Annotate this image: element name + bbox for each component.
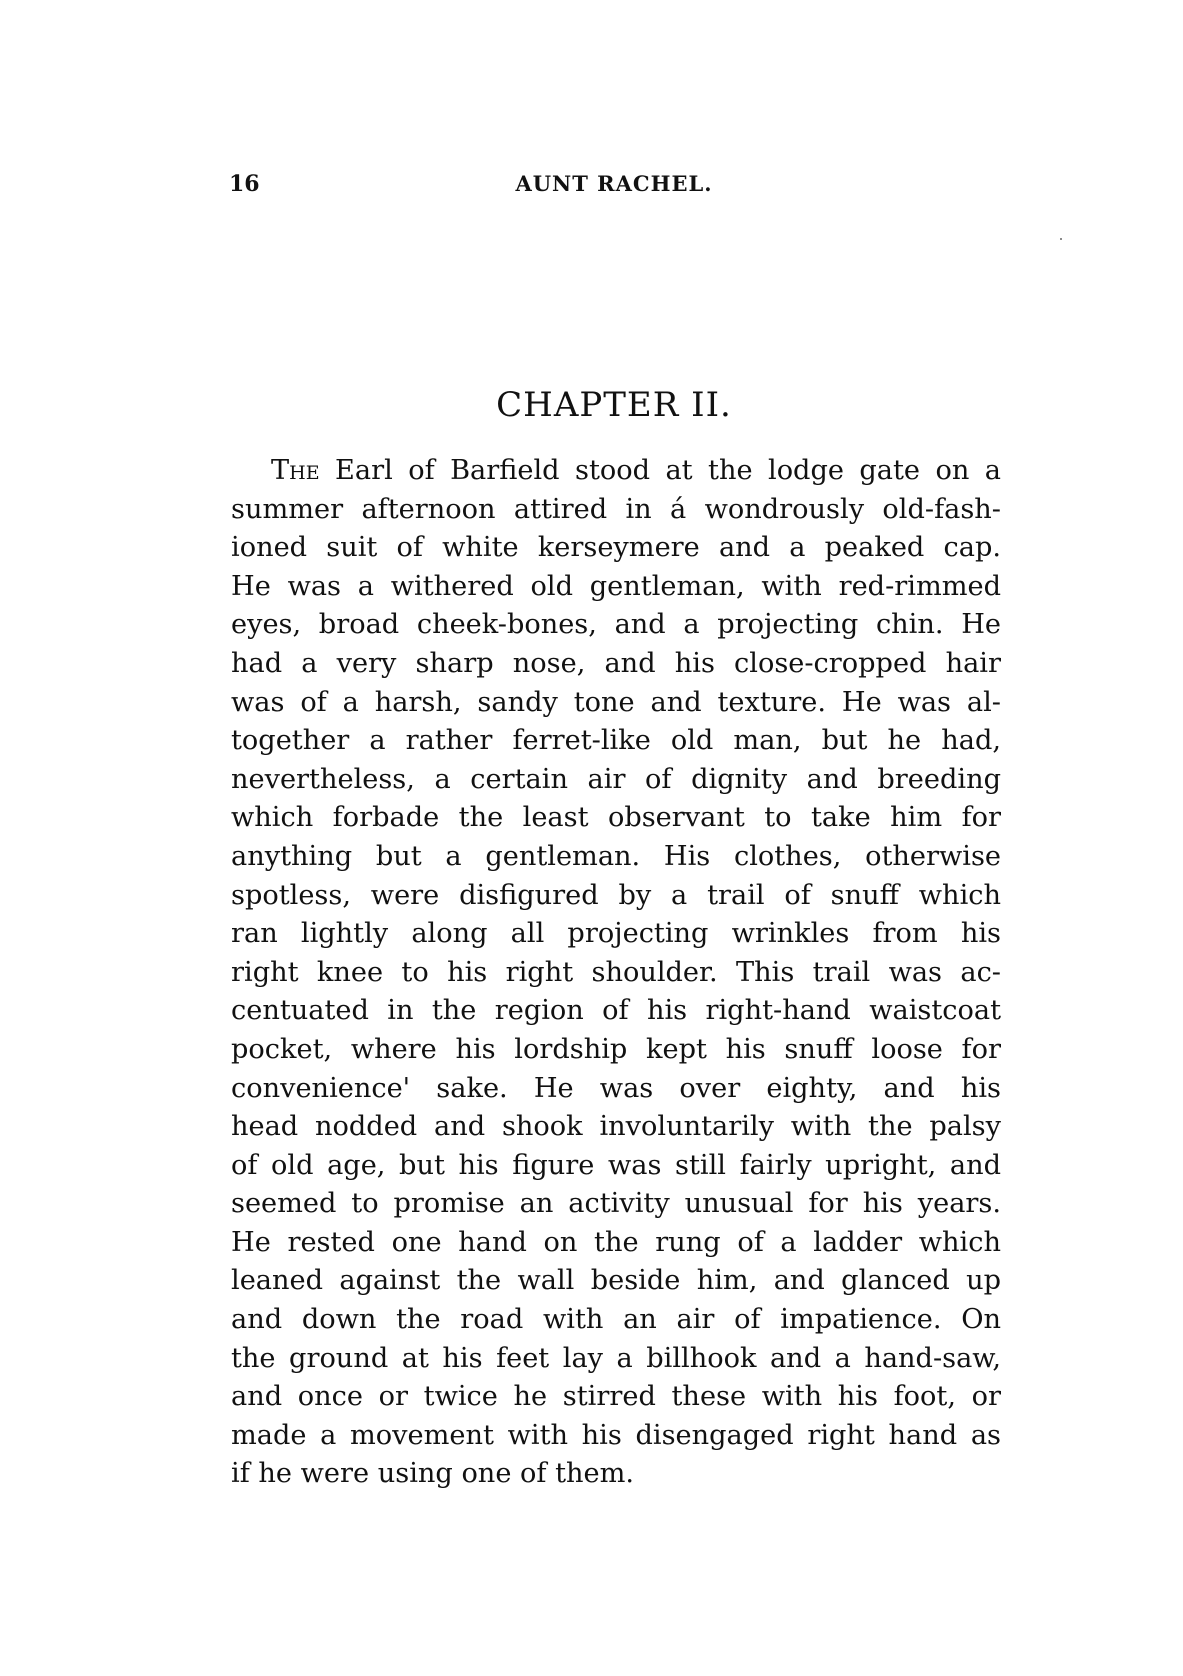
text-line: head nodded and shook involuntarily with the palsy xyxy=(231,1111,1001,1143)
text-line: right knee to his right shoulder. This trail was ac- xyxy=(231,956,1001,988)
page-number: 16 xyxy=(229,171,260,197)
text-line: and down the road with an air of impatience. On xyxy=(231,1304,1001,1336)
text-line: leaned against the wall beside him, and glanced up xyxy=(231,1265,1001,1297)
print-speck xyxy=(1060,238,1062,240)
text-line: and once or twice he stirred these with his foot, or xyxy=(231,1381,1001,1413)
text-line: of old age, but his figure was still fairly upright, and xyxy=(231,1149,1001,1181)
text-line: was of a harsh, sandy tone and texture. He was al- xyxy=(231,686,1001,718)
text-line: nevertheless, a certain air of dignity and breeding xyxy=(231,763,1001,795)
text-line: spotless, were disfigured by a trail of snuff which xyxy=(231,879,1001,911)
text-line: summer afternoon attired in á wondrously old-fash- xyxy=(231,493,1001,525)
text-line: ioned suit of white kerseymere and a peaked cap. xyxy=(231,532,1001,564)
running-title: AUNT RACHEL. xyxy=(515,171,713,196)
text-line: if he were using one of them. xyxy=(231,1458,635,1490)
opening-word: The xyxy=(271,455,320,486)
running-head xyxy=(229,166,999,202)
text-line: The Earl of Barfield stood at the lodge gate on a xyxy=(271,455,1001,486)
text-line: pocket, where his lordship kept his snuff loose for xyxy=(231,1033,1001,1065)
text-line: anything but a gentleman. His clothes, otherwise xyxy=(231,840,1001,872)
chapter-heading: CHAPTER II. xyxy=(496,385,732,425)
text-line: eyes, broad cheek-bones, and a projecting chin. He xyxy=(231,609,1001,641)
text-line: He rested one hand on the rung of a ladder which xyxy=(231,1226,1001,1258)
text-line: ran lightly along all projecting wrinkles from his xyxy=(231,918,1001,950)
chapter-paragraph xyxy=(231,452,1001,1494)
text-line: seemed to promise an activity unusual for his years. xyxy=(231,1188,1001,1220)
text-line: together a rather ferret-like old man, but he had, xyxy=(231,725,1001,757)
text-line: He was a withered old gentleman, with red-rimmed xyxy=(231,570,1001,602)
text-line: had a very sharp nose, and his close-cropped hair xyxy=(231,647,1001,679)
text-line: made a movement with his disengaged right hand as xyxy=(231,1419,1001,1451)
text-line: convenience' sake. He was over eighty, and his xyxy=(231,1072,1001,1104)
text-line: centuated in the region of his right-hand waistcoat xyxy=(231,995,1001,1027)
text-line: the ground at his feet lay a billhook and a hand-saw, xyxy=(231,1342,1001,1374)
text-line: which forbade the least observant to take him for xyxy=(231,802,1001,834)
